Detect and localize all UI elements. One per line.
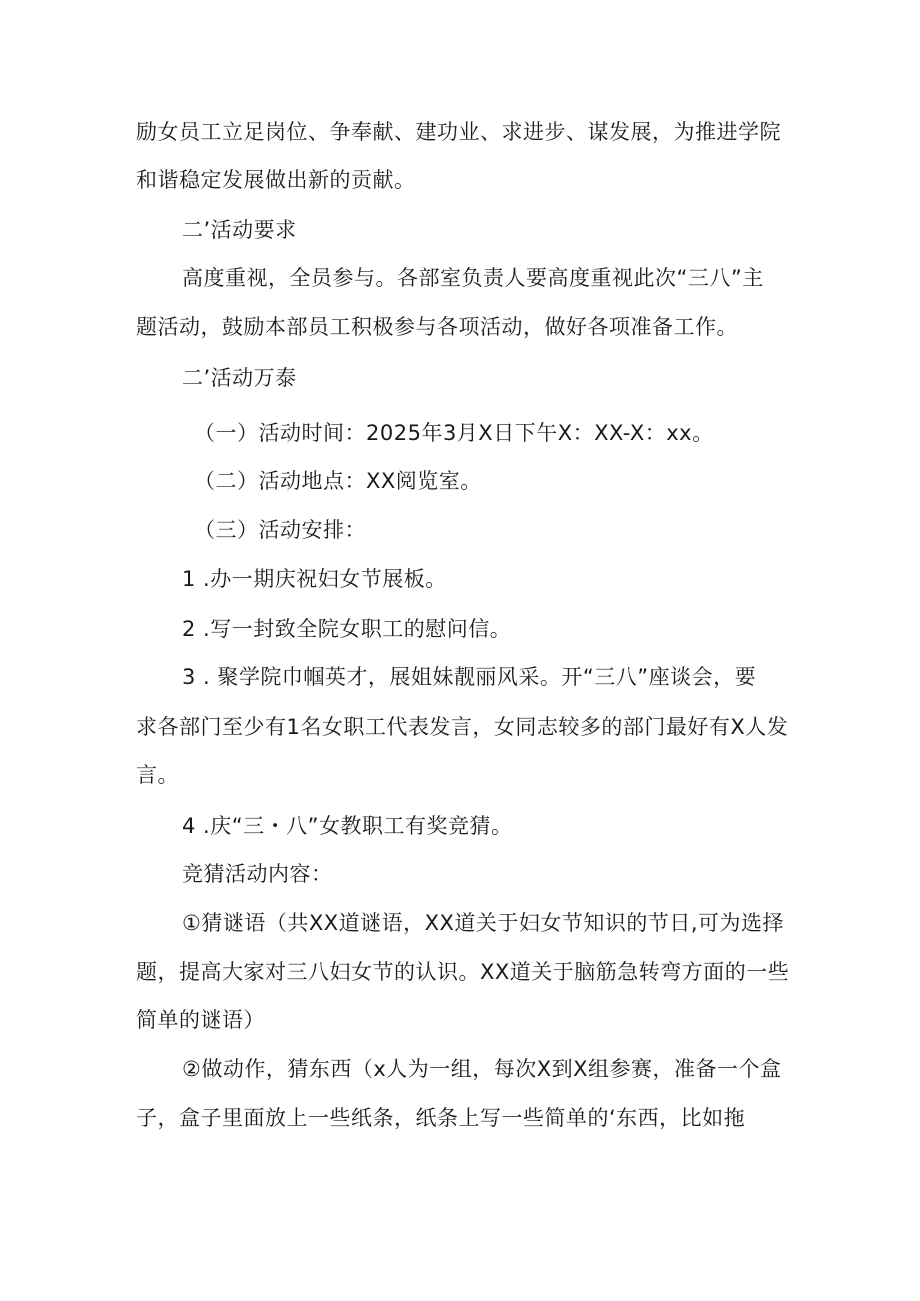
paragraph-line: 求各部门至少有1名女职工代表发言，女同志较多的部门最好有X人发 [136,715,789,739]
paragraph-line: 励女员工立足岗位、争奉献、建功业、求进步、谋发展，为推进学院 [136,120,781,144]
paragraph-line: 竞猜活动内容： [182,862,333,886]
list-item: 3 . 聚学院巾帼英才，展姐妹靓丽风采。开“三八”座谈会，要 [182,665,757,689]
list-item: 1 .办一期庆祝妇女节展板。 [182,567,447,591]
paragraph-line: 和谐稳定发展做出新的贡献。 [136,168,416,192]
paragraph-line: 简单的谜语） [136,1008,265,1032]
paragraph-line: 子，盒子里面放上一些纸条，纸条上写一些简单的‘东西，比如拖 [136,1106,746,1130]
section-heading: 二’活动万泰 [182,366,297,390]
list-item: ②做动作，猜东西（x人为一组，每次X到X组参赛，准备一个盒 [182,1057,782,1081]
list-item: （二）活动地点：XX阅览室。 [194,469,482,493]
paragraph-line: 言。 [136,763,179,787]
list-item: 2 .写一封致全院女职工的慰问信。 [182,617,512,641]
list-item: ①猜谜语（共XX道谜语，XX道关于妇女节知识的节日,可为选择 [182,911,785,935]
list-item: （三）活动安排： [194,518,366,542]
section-heading: 二’活动要求 [182,218,297,242]
list-item: 4 .庆“三・八”女教职工有奖竞猜。 [182,814,513,838]
paragraph-line: 题活动，鼓励本部员工积极参与各项活动，做好各项准备工作。 [136,315,738,339]
paragraph-line: 题，提高大家对三八妇女节的认识。XX道关于脑筋急转弯方面的一些 [136,960,790,984]
list-item: （一）活动时间：2025年3月X日下午X：XX-X：xx。 [194,421,714,445]
paragraph-line: 高度重视，全员参与。各部室负责人要高度重视此次“三八”主 [182,266,764,290]
